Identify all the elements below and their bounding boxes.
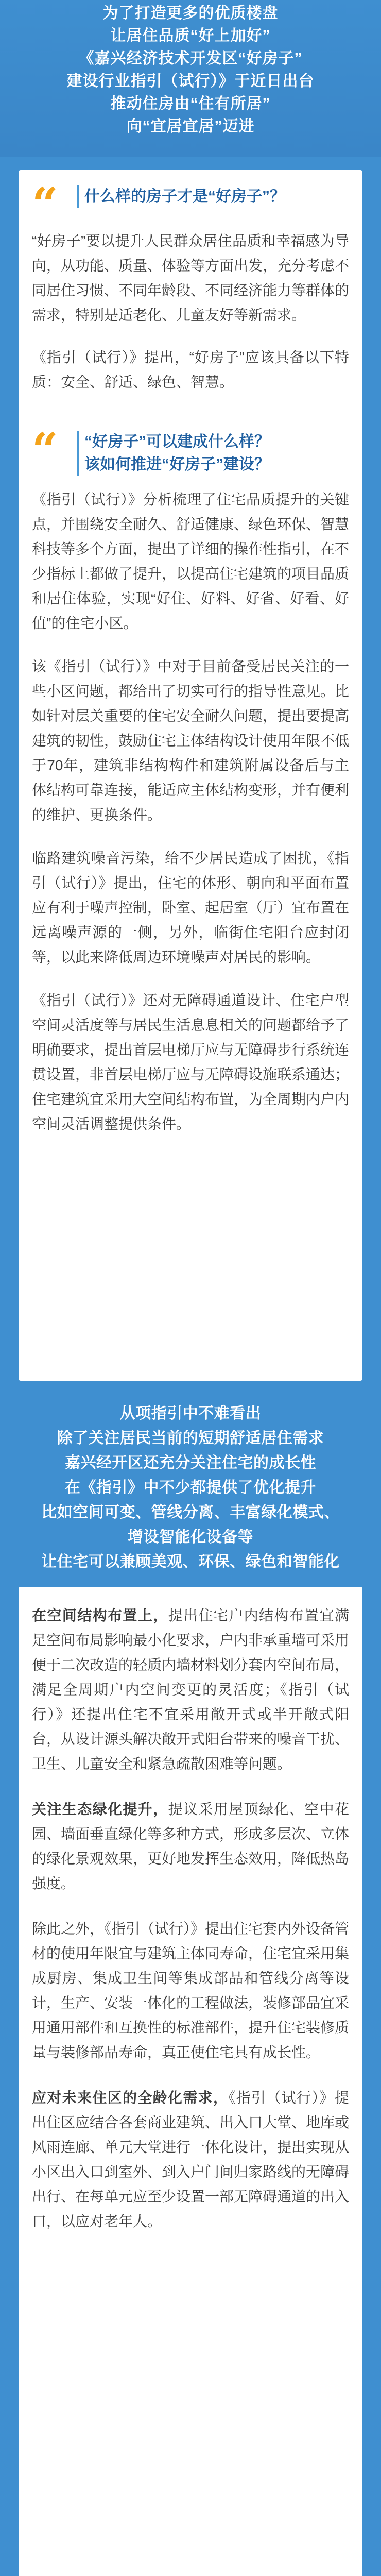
section-title-line: “好房子”可以建成什么样？ — [84, 433, 270, 450]
intro-line: 《嘉兴经济技术开发区“好房子” — [78, 50, 303, 67]
paragraph-text: 《指引（试行）》提出住区应结合各套商业建筑、出入口大堂、地库或风雨连廊、单元大堂进行一体化设计，提出实现从小区出入口到室外、到入户门间归家路线的无障碍出行、在每单元应至少设置一部无障碍通道的出入口，以应对老年人。 — [32, 2090, 350, 2229]
paragraph: 《指引（试行）》分析梳理了住宅品质提升的关键点，并围绕安全耐久、舒适健康、绿色环保、智慧科技等多个方面，提出了详细的操作性指引，在不少指标上都做了提升，以提高住宅建筑的项目品质和居住体验，实现“好住、好料、好省、好看、好值”的住宅小区。 — [32, 492, 350, 631]
bridge-line: 嘉兴经开区还充分关注住宅的成长性 — [65, 1454, 316, 1471]
intro-line: 建设行业指引（试行）》于近日出台 — [66, 73, 315, 90]
section-title: 什么样的房子才是“好房子”？ — [77, 185, 349, 208]
intro-line: 推动住房由“住有所居” — [110, 95, 271, 112]
quote-icon: “ — [32, 422, 58, 476]
paragraph-lead: 在空间结构布置上， — [32, 1607, 168, 1623]
bridge-line: 从项指引中不难看出 — [119, 1405, 262, 1422]
question-heading — [19, 415, 362, 481]
bridge-line: 除了关注居民当前的短期舒适居住需求 — [57, 1430, 324, 1447]
intro-line: 向“宜居宜居”迈进 — [126, 118, 255, 135]
paragraph — [32, 2086, 349, 2234]
section-title-line: 该如何推进“好房子”建设？ — [84, 456, 270, 473]
paragraph-text: 提议采用屋顶绿化、空中花园、墙面垂直绿化等多种方式，形成多层次、立体的绿化景观效果，更好地发挥生态效用，降低热岛强度。 — [32, 1801, 350, 1891]
intro-line: 让居住品质“好上加好” — [110, 27, 271, 44]
paragraph-lead: 应对未来住区的全龄化需求， — [32, 2090, 229, 2106]
section-title — [77, 431, 349, 476]
bridge-line: 比如空间可变、管线分离、丰富绿化模式、 — [41, 1504, 340, 1521]
paragraph — [32, 1917, 349, 2065]
paragraph — [32, 1603, 349, 1776]
bridge-line: 增设智能化设备等 — [128, 1529, 253, 1546]
paragraph — [32, 1797, 349, 1896]
paragraph: 该《指引（试行）》中对于目前备受居民关注的一些小区问题，都给出了切实可行的指导性意见。比如针对层关重要的住宅安全耐久问题，提出要提高建筑的韧性，鼓励住宅主体结构设计使用年限不低于70年，建筑非结构构件和建筑附属设备后与主体结构可靠连接，能适应主体结构变形，并有便利的维护、更换条件。 — [32, 658, 350, 823]
paragraph-text: 提出住宅户内结构布置宜满足空间布局影响最小化要求，户内非承重墙可采用便于二次改造的轻质内墙材料划分套内空间布局，满足全周期户内空间变更的灵活度；《指引（试行）》还提出住宅不宜采用敞开式或半开敞式阳台，从设计源头解决敞开式阳台带来的噪音干扰、卫生、儿童安全和紧急疏散困难等问题。 — [32, 1607, 350, 1772]
quote-icon: “ — [32, 177, 58, 231]
content-panel — [19, 170, 362, 1381]
content-panel — [19, 1587, 362, 2576]
paragraph: 《指引（试行）》还对无障碍通道设计、住宅户型空间灵活度等与居民生活息息相关的问题都给予了明确要求，提出首层电梯厅应与无障碍步行系统连贯设置，非首层电梯厅应与无障碍设施联系通达；住宅建筑宜采用大空间结构布置，为全周期内户内空间灵活调整提供条件。 — [32, 992, 350, 1132]
paragraph: 《指引（试行）》提出，“好房子”应该具备以下特质：安全、舒适、绿色、智慧。 — [32, 349, 349, 390]
question-heading — [19, 170, 362, 231]
intro-header — [0, 0, 381, 157]
paragraph: “好房子”要以提升人民群众居住品质和幸福感为导向，从功能、质量、体验等方面出发，充分考虑不同居住习惯、不同年龄段、不同经济能力等群体的需求，特别是适老化、儿童友好等新需求。 — [32, 233, 350, 323]
intro-line: 为了打造更多的优质楼盘 — [102, 5, 279, 22]
paragraph: 临路建筑噪音污染，给不少居民造成了困扰，《指引（试行）》提出，住宅的体形、朝向和平面布置应有利于噪声控制，卧室、起居室（厅）宜布置在远离噪声源的一侧，另外，临街住宅阳台应封闭等，以此来降低周边环境噪声对居民的影响。 — [32, 850, 350, 965]
paragraph-text: 除此之外，《指引（试行）》提出住宅套内外设备管材的使用年限宜与建筑主体同寿命，住宅宜采用集成厨房、集成卫生间等集成部品和管线分离等设计，生产、安装一体化的工程做法，装修部品宜采用通用部件和互换性的标准部件，提升住宅装修质量与装修部品寿命，真正使住宅具有成长性。 — [32, 1921, 350, 2060]
bridge-line: 在《指引》中不少都提供了优化提升 — [65, 1479, 316, 1496]
paragraph-lead: 关注生态绿化提升， — [32, 1801, 168, 1817]
bridge-line: 让住宅可以兼顾美观、环保、绿色和智能化 — [41, 1553, 340, 1570]
